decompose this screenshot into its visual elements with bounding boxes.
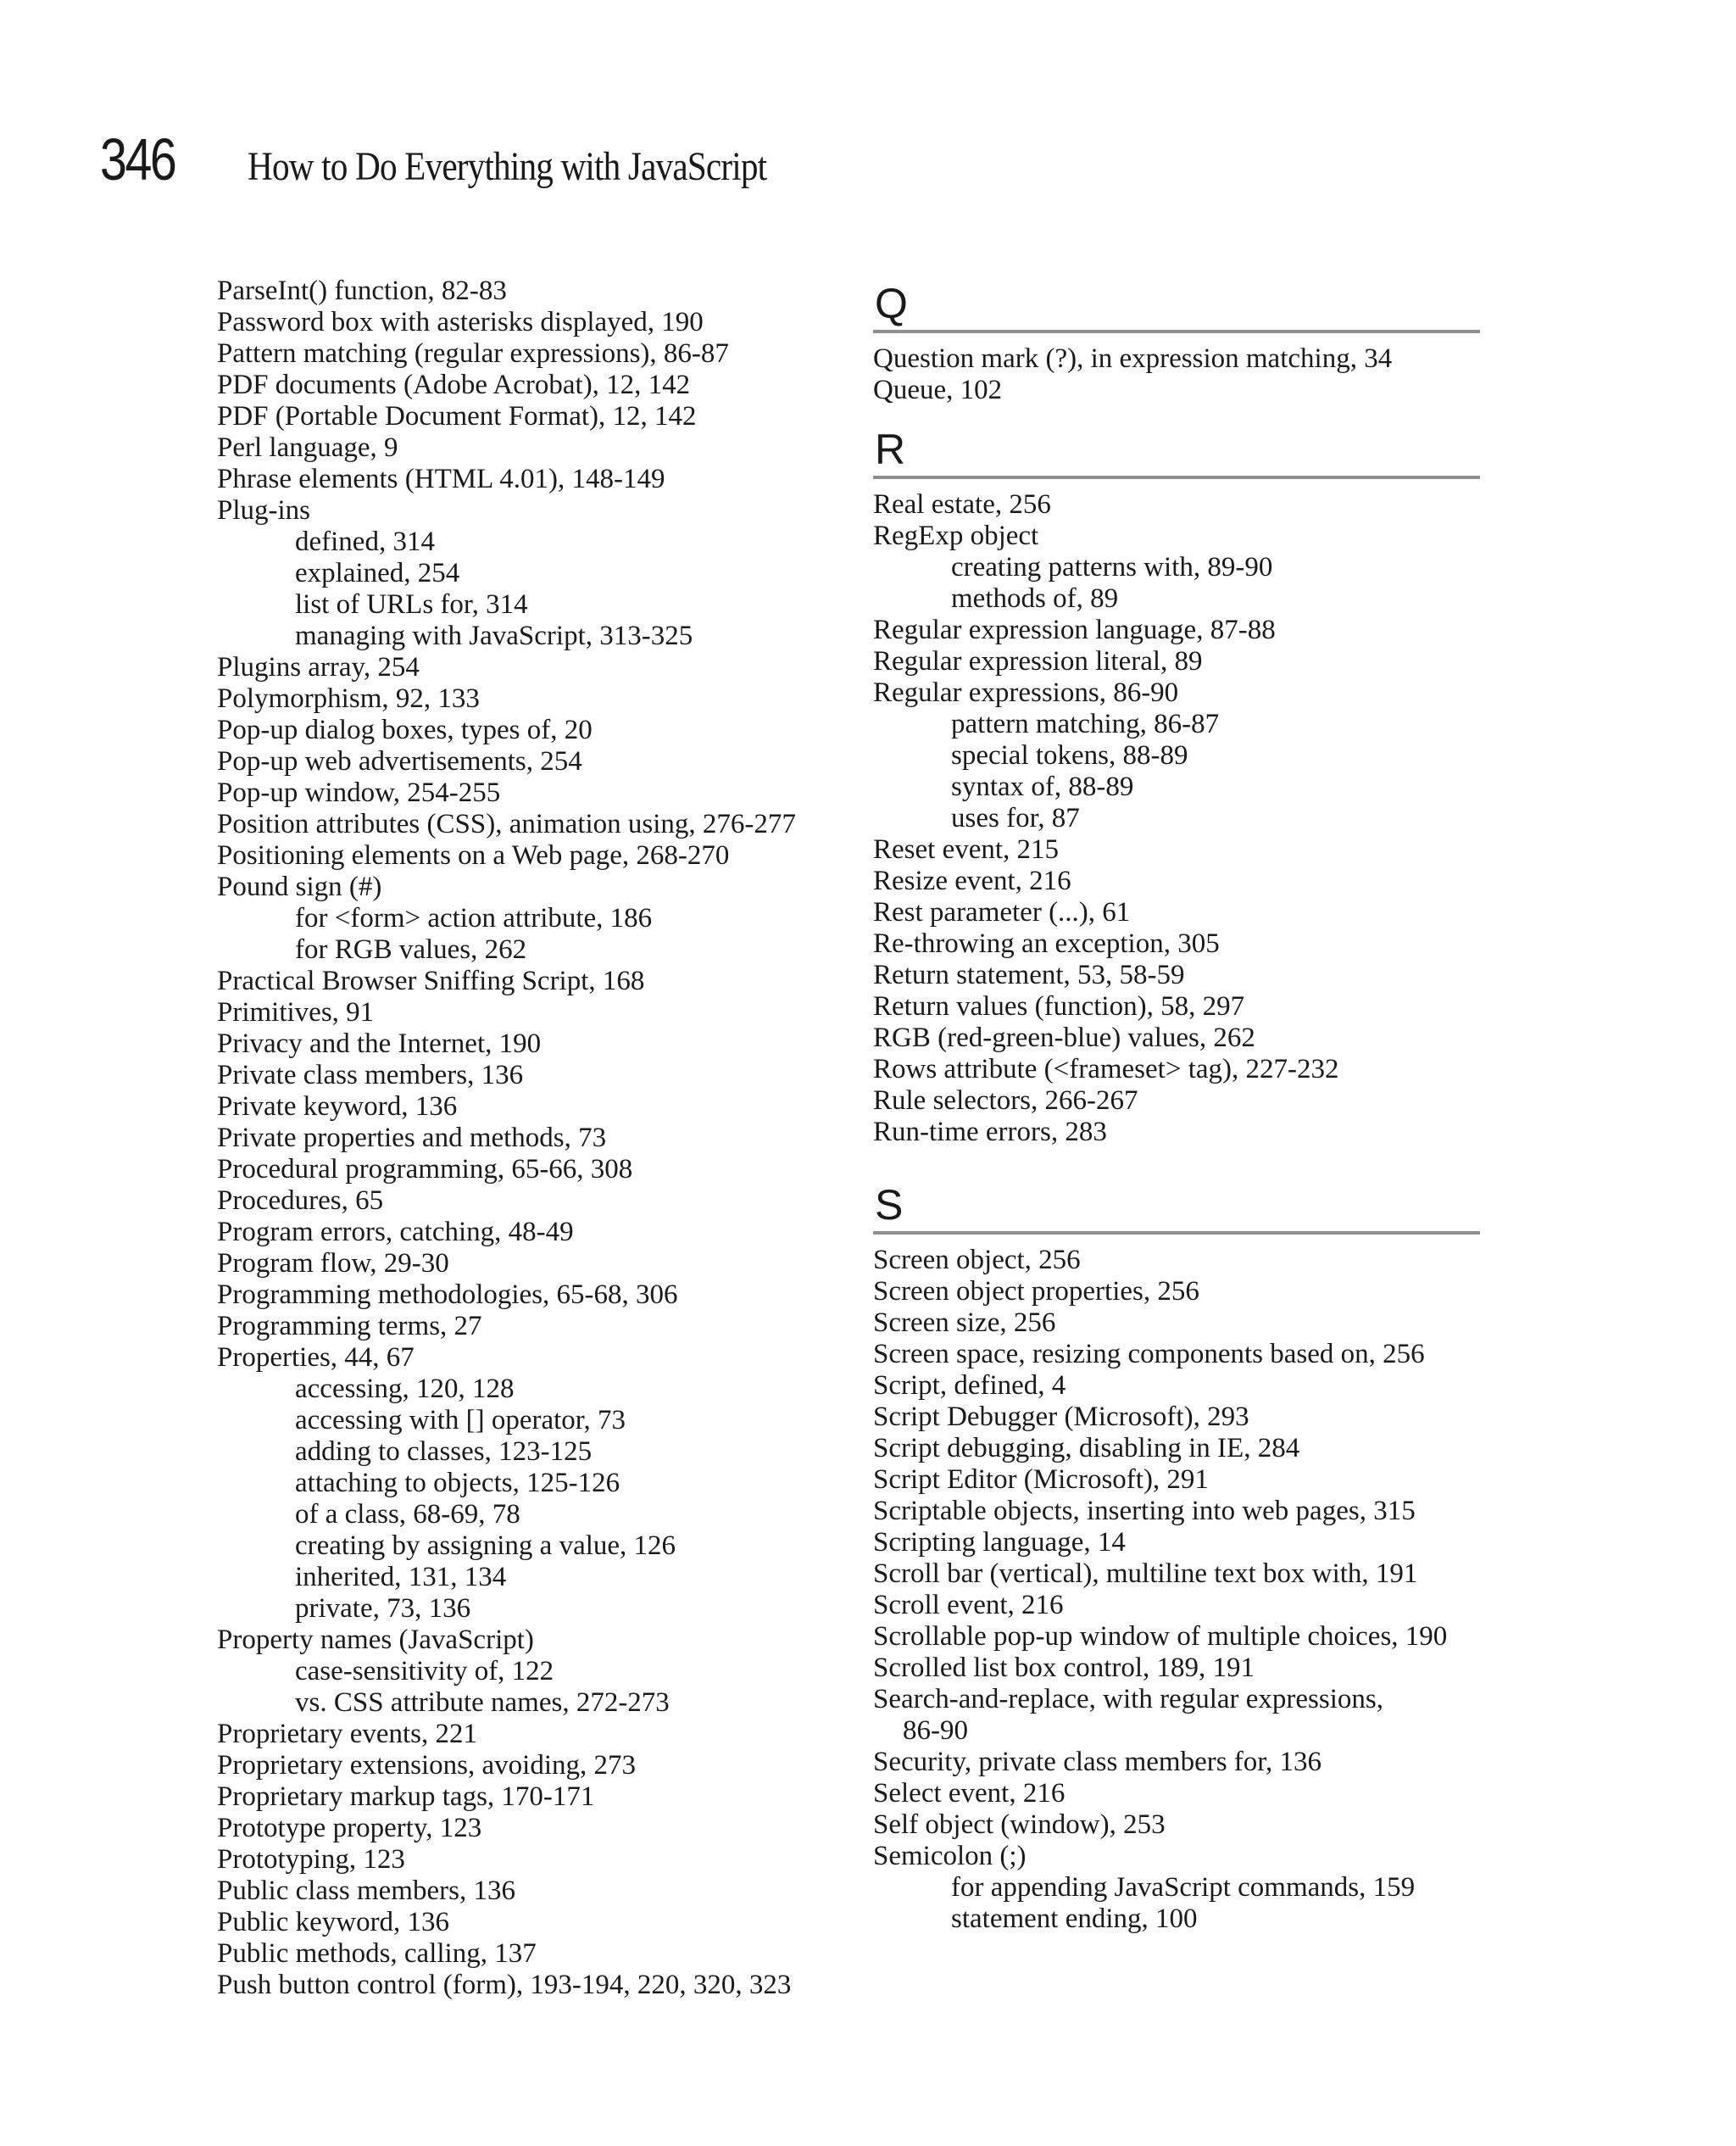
index-subentry: accessing, 120, 128	[295, 1374, 515, 1404]
index-entry: Semicolon (;)	[873, 1841, 1027, 1871]
index-subentry: creating patterns with, 89-90	[951, 552, 1273, 582]
index-section-r	[873, 428, 1485, 1148]
index-entry: RegExp object	[873, 521, 1039, 551]
index-entry: Scriptable objects, inserting into web pages, 315	[873, 1496, 1416, 1526]
index-subentry: syntax of, 88-89	[951, 772, 1134, 802]
index-entry: Program errors, catching, 48-49	[217, 1217, 574, 1247]
index-entry: Position attributes (CSS), animation using, 276-277	[217, 809, 796, 839]
index-entry: Push button control (form), 193-194, 220, 320, 323	[217, 1970, 792, 2000]
index-entry: Practical Browser Sniffing Script, 168	[217, 966, 645, 996]
index-subentry: defined, 314	[295, 527, 435, 557]
index-entry: Resize event, 216	[873, 866, 1071, 896]
index-entry: Perl language, 9	[217, 432, 398, 463]
index-entry: Script Editor (Microsoft), 291	[873, 1464, 1209, 1495]
index-entry: Privacy and the Internet, 190	[217, 1028, 542, 1059]
index-entry: Pop-up window, 254-255	[217, 778, 501, 808]
index-column-right	[873, 276, 1485, 1935]
index-entry: Public methods, calling, 137	[217, 1938, 537, 1969]
index-subentry: statement ending, 100	[951, 1904, 1198, 1934]
index-subentry: private, 73, 136	[295, 1593, 471, 1624]
index-entry: Private properties and methods, 73	[217, 1123, 607, 1153]
index-entry: Return statement, 53, 58-59	[873, 960, 1185, 990]
index-entry: Procedures, 65	[217, 1185, 384, 1216]
index-entry: Scrolled list box control, 189, 191	[873, 1653, 1255, 1683]
index-section-s	[873, 1181, 1485, 1935]
index-entry: Self object (window), 253	[873, 1809, 1166, 1840]
index-entry: Scroll bar (vertical), multiline text box with, 191	[873, 1558, 1418, 1589]
index-entry: Scrollable pop-up window of multiple choices, 190	[873, 1621, 1448, 1652]
index-subentry: for appending JavaScript commands, 159	[951, 1872, 1416, 1903]
index-entry: Primitives, 91	[217, 997, 375, 1028]
index-entry: Prototype property, 123	[217, 1813, 482, 1843]
index-entry: Screen size, 256	[873, 1307, 1056, 1338]
index-subentry: managing with JavaScript, 313-325	[295, 621, 693, 651]
section-divider-rule	[873, 1231, 1480, 1235]
index-entry: Script Debugger (Microsoft), 293	[873, 1402, 1249, 1432]
index-subentry: adding to classes, 123-125	[295, 1436, 593, 1467]
index-entry: Password box with asterisks displayed, 190	[217, 307, 704, 337]
index-entry: Security, private class members for, 136	[873, 1747, 1321, 1777]
index-entry: Polymorphism, 92, 133	[217, 683, 480, 714]
book-title: How to Do Everything with JavaScript	[248, 144, 767, 189]
index-entry: Queue, 102	[873, 375, 1003, 405]
index-entry: Program flow, 29-30	[217, 1248, 449, 1279]
index-entry-continuation: 86-90	[903, 1715, 968, 1746]
index-subentry: for <form> action attribute, 186	[295, 903, 653, 934]
index-subentry: list of URLs for, 314	[295, 589, 528, 620]
index-entry: Public class members, 136	[217, 1876, 515, 1906]
index-subentry: case-sensitivity of, 122	[295, 1656, 554, 1686]
section-letter-heading: Q	[875, 280, 908, 327]
index-entry: Script debugging, disabling in IE, 284	[873, 1433, 1300, 1463]
index-entry: Select event, 216	[873, 1778, 1066, 1809]
index-entry: Return values (function), 58, 297	[873, 991, 1245, 1022]
index-entry: PDF (Portable Document Format), 12, 142	[217, 401, 697, 432]
index-subentry: creating by assigning a value, 126	[295, 1530, 676, 1561]
running-head	[100, 125, 851, 193]
index-entry: Plug-ins	[217, 495, 311, 526]
index-entry: Regular expressions, 86-90	[873, 677, 1179, 708]
index-subentry: attaching to objects, 125-126	[295, 1468, 620, 1498]
index-section-q	[873, 282, 1485, 406]
index-entry: Plugins array, 254	[217, 652, 420, 683]
index-entry: Programming methodologies, 65-68, 306	[217, 1279, 678, 1310]
index-entry: Private class members, 136	[217, 1060, 524, 1090]
index-subentry: pattern matching, 86-87	[951, 709, 1220, 739]
index-entry: Rows attribute (<frameset> tag), 227-232	[873, 1054, 1339, 1084]
index-entry: Screen space, resizing components based on, 256	[873, 1339, 1425, 1369]
index-entry: RGB (red-green-blue) values, 262	[873, 1023, 1255, 1053]
index-entry: Phrase elements (HTML 4.01), 148-149	[217, 464, 665, 494]
index-entry: Pop-up dialog boxes, types of, 20	[217, 715, 593, 745]
index-entry: Proprietary events, 221	[217, 1719, 478, 1749]
index-subentry: accessing with [] operator, 73	[295, 1405, 626, 1435]
index-entry: Real estate, 256	[873, 489, 1051, 520]
index-entry: Re-throwing an exception, 305	[873, 928, 1220, 959]
index-entry: Procedural programming, 65-66, 308	[217, 1154, 633, 1184]
index-entry: Regular expression language, 87-88	[873, 615, 1276, 645]
index-entry: Rest parameter (...), 61	[873, 897, 1131, 928]
index-entry: Screen object properties, 256	[873, 1276, 1199, 1307]
index-entry: Screen object, 256	[873, 1245, 1081, 1275]
index-entry: Regular expression literal, 89	[873, 646, 1203, 677]
section-letter-heading: R	[875, 426, 906, 473]
index-entry: Script, defined, 4	[873, 1370, 1066, 1401]
section-divider-rule	[873, 330, 1480, 333]
index-entry: Rule selectors, 266-267	[873, 1085, 1138, 1116]
index-entry: Scripting language, 14	[873, 1527, 1126, 1558]
index-entry: Search-and-replace, with regular expressions,	[873, 1684, 1383, 1714]
index-entry: Scroll event, 216	[873, 1590, 1064, 1620]
index-entry: Properties, 44, 67	[217, 1342, 415, 1373]
index-subentry: inherited, 131, 134	[295, 1562, 507, 1592]
index-subentry: of a class, 68-69, 78	[295, 1499, 520, 1530]
index-entry: Prototyping, 123	[217, 1844, 405, 1875]
index-entry: PDF documents (Adobe Acrobat), 12, 142	[217, 370, 691, 400]
page-number: 346	[100, 126, 175, 192]
index-entry: Positioning elements on a Web page, 268-270	[217, 840, 730, 871]
index-entry: ParseInt() function, 82-83	[217, 276, 507, 306]
index-subentry: methods of, 89	[951, 583, 1119, 614]
index-entry: Pop-up web advertisements, 254	[217, 746, 582, 777]
index-entry: Reset event, 215	[873, 834, 1060, 865]
index-entry: Pound sign (#)	[217, 872, 382, 902]
section-divider-rule	[873, 476, 1480, 479]
index-entry: Proprietary markup tags, 170-171	[217, 1781, 595, 1812]
index-subentry: uses for, 87	[951, 803, 1080, 833]
index-entry: Proprietary extensions, avoiding, 273	[217, 1750, 637, 1781]
index-entry: Pattern matching (regular expressions), 86-87	[217, 338, 729, 369]
index-entry: Run-time errors, 283	[873, 1117, 1107, 1147]
index-entry: Property names (JavaScript)	[217, 1625, 534, 1655]
index-subentry: for RGB values, 262	[295, 934, 527, 965]
index-entry: Public keyword, 136	[217, 1907, 450, 1937]
section-letter-heading: S	[875, 1181, 904, 1229]
index-column-left	[217, 276, 844, 2001]
index-subentry: explained, 254	[295, 558, 460, 588]
index-subentry: vs. CSS attribute names, 272-273	[295, 1687, 670, 1718]
index-entry: Question mark (?), in expression matching, 34	[873, 343, 1393, 374]
index-entry: Private keyword, 136	[217, 1091, 458, 1122]
index-subentry: special tokens, 88-89	[951, 740, 1188, 771]
index-entry: Programming terms, 27	[217, 1311, 482, 1341]
